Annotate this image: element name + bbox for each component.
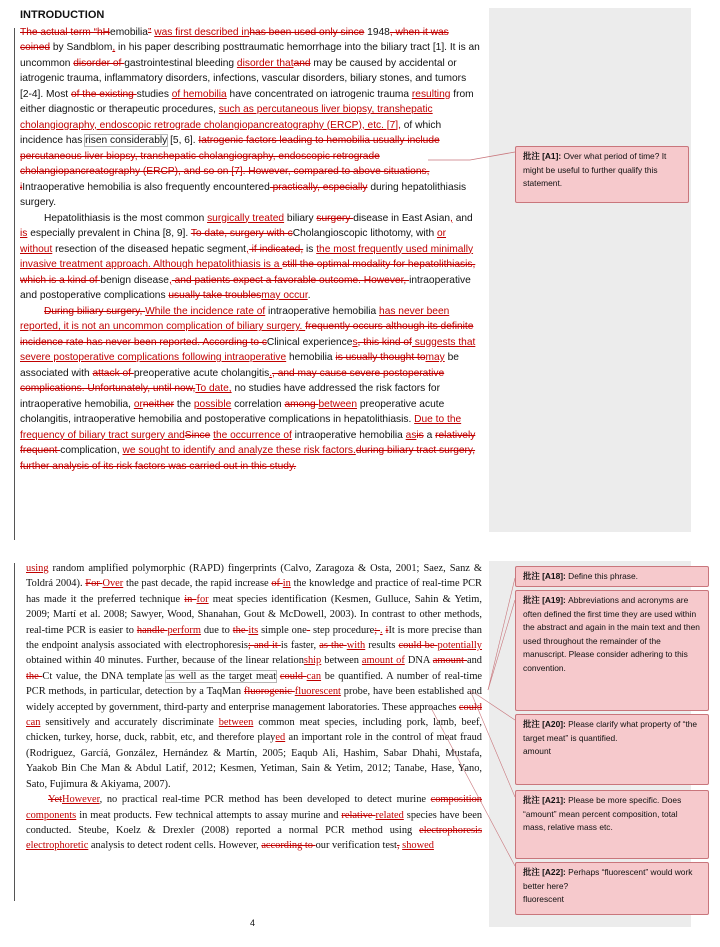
change-bar <box>14 28 15 540</box>
body-text: correlation <box>231 398 285 410</box>
inserted-text: Over <box>102 578 124 590</box>
inserted-text: with <box>346 640 366 652</box>
body-text: and <box>452 212 473 224</box>
deleted-text: of <box>271 578 283 590</box>
body-text: intraoperative hemobilia <box>265 305 380 317</box>
comment-label: 批注 [A21]: <box>523 795 566 805</box>
paragraph <box>20 211 480 304</box>
body-text: obtained within 40 minutes. Further, because of the linear relation <box>26 655 304 667</box>
paragraph <box>20 25 480 211</box>
body-text: during hepatolithiasis surgery. <box>20 181 467 208</box>
body-text: may be caused by accidental or iatrogenic trauma, inflammatory disorders, infections, vascular disorders, biliary stones, and tumors [2-4]. Most <box>20 57 467 100</box>
inserted-text: , <box>450 212 453 224</box>
body-text: Ct value, the DNA template <box>42 670 167 682</box>
inserted-text: , <box>168 274 172 286</box>
commented-text: risen considerably <box>85 135 168 146</box>
deleted-text: the <box>26 670 43 682</box>
inserted-text: showed <box>402 840 434 852</box>
deleted-text: , and may cause severe postoperative complications. Unfortunately, until now, <box>20 367 445 394</box>
deleted-text: ; <box>374 624 381 636</box>
deleted-text: Iatrogenic factors leading to hemobilia usually include percutaneous liver biopsy, transhepatic cholangiography, endoscopic retrograde cholangiopancreatography (ERCP), and so on [7]. However, compared to above situations, i <box>20 135 440 193</box>
deleted-text: is usually thought to <box>335 352 426 363</box>
deleted-text: Since <box>184 429 211 441</box>
comment-text: Please be more specific. Does “amount” mean percent composition, total mass, relative mass etc. <box>523 795 682 833</box>
deleted-text: To date, surgery with c <box>190 228 293 239</box>
deleted-text: electrophoresis <box>419 824 482 836</box>
comment-quoted-text: amount <box>523 746 551 757</box>
comment-a19[interactable] <box>515 590 709 711</box>
paragraph <box>26 561 482 792</box>
inserted-text: While the incidence rate of <box>145 305 266 317</box>
comment-text: Over what period of time? It might be useful to further qualify this statement. <box>523 151 667 189</box>
body-text: benign disease <box>100 274 169 286</box>
deleted-text: - <box>306 624 311 636</box>
body-text: results <box>365 640 399 652</box>
deleted-text: composition <box>430 794 482 806</box>
inserted-text: between <box>318 398 358 410</box>
inserted-text: components <box>26 809 77 821</box>
inserted-text: we sought to identify and analyze these risk factors. <box>122 445 356 456</box>
methods-excerpt <box>26 561 482 854</box>
body-text: DNA <box>404 655 433 667</box>
deleted-text: relative <box>341 809 376 821</box>
body-text: and <box>467 655 483 667</box>
inserted-text: resulting <box>411 88 451 100</box>
body-text: Hepatolithiasis is the most common <box>44 212 208 224</box>
deleted-text: could <box>458 701 482 713</box>
inserted-text: or without <box>20 228 447 255</box>
deleted-text: in <box>184 593 197 605</box>
deleted-text: has been used only since <box>249 26 365 38</box>
body-text: It is more precise than the endpoint analysis associated with electrophoresis <box>26 624 482 652</box>
comment-margin-top <box>489 8 691 532</box>
body-text: in meat products. Few technical attempts to assay murine and <box>76 809 342 821</box>
body-text: meat species identification (Kesmen, Gulluce, Sahin & Yetim, 2009; Martí et al. 2008; Sawyer, Wood, Shanahan, Gout & McDowell, 2003). In contrast to other methods, real-time PCR is easier to <box>26 593 482 636</box>
body-text: species have been conducted. Steube, Koelz & Drexler (2008) reported a normal PCR method using <box>26 809 483 836</box>
deleted-text: of the existing <box>70 88 137 100</box>
inserted-text: ship <box>303 655 322 667</box>
deleted-text: during biliary tract surgery, further analysis of its risk factors was carried out in this study. <box>20 445 476 472</box>
deleted-text: it <box>272 640 281 652</box>
body-text: by Sandblom <box>50 42 113 53</box>
deleted-text: and <box>293 57 311 69</box>
body-text: in his paper describing posttraumatic hemorrhage into the biliary tract [1]. It is an uncommon <box>20 42 480 69</box>
body-text: intraoperative hemobilia <box>291 429 406 441</box>
deleted-text: i <box>385 624 389 636</box>
body-text: is <box>303 243 317 255</box>
body-text: random amplified polymorphic (RAPD) fingerprints (Calvo, Zaragoza & Osta, 2001; Saez, Sanz & Toldrá 2004). <box>26 563 482 590</box>
deleted-text: according to <box>261 840 316 852</box>
inserted-text: can <box>26 717 41 729</box>
inserted-text: of hemobilia <box>171 88 227 100</box>
inserted-text: disorder that <box>236 57 294 69</box>
deleted-text: handle <box>136 624 168 636</box>
inserted-text: for <box>196 593 209 605</box>
comment-a1[interactable] <box>515 146 689 203</box>
introduction-section <box>20 8 480 474</box>
inserted-text: electrophoretic <box>26 840 89 852</box>
deleted-text: During biliary surgery, <box>44 305 146 317</box>
inserted-text: suggests that severe postoperative complications following intraoperative <box>20 336 476 363</box>
deleted-text: relatively frequent <box>20 429 476 456</box>
body-text: analysis to detect rodent cells. However, <box>88 840 262 852</box>
inserted-text: between <box>218 717 254 729</box>
commented-text: as well as the target meat <box>166 670 277 682</box>
paragraph <box>26 792 482 854</box>
inserted-text: as <box>405 429 417 441</box>
inserted-text: , <box>245 243 249 255</box>
deleted-text: as the <box>319 640 347 652</box>
comment-label: 批注 [A20]: <box>523 719 566 729</box>
body-text: biliary <box>284 212 317 224</box>
body-text: the <box>174 398 194 410</box>
inserted-text: perform <box>167 624 201 636</box>
deleted-text: The actual term “hH <box>20 26 111 38</box>
body-text: gastrointestinal bleeding <box>124 57 237 69</box>
body-text: Clinical experience <box>266 336 353 348</box>
body-text: . <box>307 290 311 301</box>
deleted-text: frequently occurs although its definite incidence rate has never been reported. According to c <box>20 321 474 348</box>
body-text: a <box>423 429 436 441</box>
body-text: [5, 6]. <box>167 135 199 146</box>
inserted-text: amount of <box>361 655 405 667</box>
body-text: resection of the diseased hepatic segment <box>52 243 246 255</box>
inserted-text: related <box>375 809 404 821</box>
deleted-text: ” <box>147 26 152 38</box>
comment-text: Define this phrase. <box>565 571 638 581</box>
change-bar <box>14 563 15 901</box>
deleted-text: and patients expect a favorable outcome. However, <box>171 274 410 286</box>
deleted-text: amount <box>432 655 467 667</box>
body-text: of which incidence has <box>20 119 442 146</box>
comment-text: Abbreviations and acronyms are often defined the first time they are used within the abstract and again in the main text and then used throughout the remainder of the manuscript. Please consider adhering to this convention. <box>523 595 700 673</box>
deleted-text: , when it was coined <box>20 26 449 53</box>
comment-label: 批注 [A1]: <box>523 151 562 161</box>
inserted-text: , <box>112 42 116 53</box>
inserted-text: was first described in <box>154 26 250 38</box>
inserted-text: using <box>26 563 49 574</box>
inserted-text: surgically treated <box>207 212 285 224</box>
body-text: 1948 <box>364 26 390 38</box>
body-text: due to <box>200 624 233 636</box>
body-text: hemobilia <box>286 352 336 363</box>
deleted-text: is <box>416 429 424 441</box>
inserted-text: may <box>425 352 445 363</box>
section-title: INTRODUCTION <box>20 9 105 21</box>
deleted-text: attack of <box>92 367 134 379</box>
comment-a22[interactable] <box>515 862 709 915</box>
inserted-text: the occurrence of <box>213 429 292 441</box>
body-text: studies <box>136 88 172 100</box>
body-text: the past decade, the rapid increase <box>123 578 272 590</box>
body-text: between <box>321 655 362 667</box>
comment-label: 批注 [A22]: <box>523 867 566 877</box>
inserted-text: its <box>248 624 259 636</box>
deleted-text: usually take troubles <box>168 290 262 301</box>
deleted-text: could be <box>398 640 438 652</box>
inserted-text: . <box>380 624 383 636</box>
inserted-text: To date, <box>195 383 232 394</box>
body-text: sensitively and accurately discriminate <box>40 717 219 729</box>
inserted-text: fluorescent <box>294 686 341 698</box>
body-text: step procedure <box>310 624 375 636</box>
body-text: simple one <box>258 624 307 636</box>
body-text: is faster, <box>280 640 320 652</box>
deleted-text: among <box>284 398 319 410</box>
comment-label: 批注 [A19]: <box>523 595 566 605</box>
comment-quoted-text: fluorescent <box>523 894 564 905</box>
body-text: Cholangioscopic lithotomy, with <box>292 228 437 239</box>
inserted-text: is <box>20 228 28 239</box>
deleted-text: if indicated, <box>248 243 304 255</box>
deleted-text: fluorogenic <box>243 686 295 698</box>
body-text: preoperative acute cholangitis <box>133 367 270 379</box>
comment-a18[interactable] <box>515 566 709 587</box>
inserted-text: in <box>282 578 291 590</box>
comment-text: Perhaps “fluorescent” would work better here? <box>523 867 693 891</box>
comment-text: Please clarify what property of “the target meat” is quantified. <box>523 719 698 743</box>
inserted-text: s <box>352 336 358 348</box>
body-text: the knowledge and practice of real-time PCR has made it the preferred technique <box>26 578 482 605</box>
inserted-text: such as percutaneous liver biopsy, transhepatic cholangiography, endoscopic retrograde cholangiopancreatography (ERCP), etc. [7], <box>20 104 433 131</box>
body-text: be associated with <box>20 352 459 379</box>
deleted-text: disorder of <box>73 57 125 69</box>
deleted-text: , this kind of <box>357 336 412 348</box>
deleted-text: , <box>396 840 400 852</box>
body-text: no studies have addressed the risk factors for intraoperative hemobilia, <box>20 383 440 410</box>
body-text: , no practical real-time PCR method has been developed to detect murine <box>99 794 431 806</box>
deleted-text: could <box>279 670 307 682</box>
deleted-text: ; and <box>247 640 273 652</box>
inserted-text: may occur <box>261 290 308 301</box>
inserted-text: However <box>61 794 100 806</box>
body-text: emobilia <box>110 26 148 38</box>
paragraph <box>20 304 480 475</box>
inserted-text: possible <box>193 398 232 410</box>
inserted-text: has never been reported, it is not an uncommon complication of biliary surgery. <box>20 305 450 332</box>
page-number: 4 <box>250 918 256 928</box>
body-text: complication, <box>60 445 123 456</box>
body-text: preoperative acute cholangitis, intraoperative hemobilia and postoperative complications in hepatolithiasis. <box>20 398 445 425</box>
comment-a21[interactable] <box>515 790 709 859</box>
deleted-text: still the optimal modality for hepatolithiasis, which is a kind of <box>20 259 476 286</box>
deleted-text: neither <box>142 398 175 410</box>
deleted-text: surgery <box>316 212 354 224</box>
inserted-text: Due to the frequency of biliary tract surgery and <box>20 414 462 441</box>
deleted-text: practically, especially <box>269 181 368 193</box>
body-text: our verification test <box>315 840 397 852</box>
inserted-text: potentially <box>437 640 482 652</box>
inserted-text: or <box>133 398 143 410</box>
comment-label: 批注 [A18]: <box>523 571 566 581</box>
body-text: from either diagnostic or therapeutic procedures, <box>20 88 474 115</box>
body-text: intraoperative and postoperative complications <box>20 274 471 301</box>
inserted-text: . <box>269 367 273 379</box>
inserted-text: can <box>306 670 322 682</box>
deleted-text: the <box>232 624 249 636</box>
comment-a20[interactable] <box>515 714 709 785</box>
body-text: probe, have been established and widely accepted by government, third-party and enterprise management laboratories. These approaches <box>26 686 482 713</box>
deleted-text: For <box>85 578 103 590</box>
body-text: especially prevalent in China [8, 9]. <box>27 228 191 239</box>
deleted-text: Yet <box>48 794 62 806</box>
inserted-text: the most frequently used minimally invasive treatment approach. Although hepatolithiasis is a <box>20 243 474 270</box>
body-text: common meat species, including pork, lamb, beef, chicken, turkey, horse, duck, rabbit, etc, and therefore play <box>26 717 482 744</box>
body-text: an important role in the control of meat fraud (Rodriguez, Garcíá, González, Hernández & Martín, 2005; Eaqub Ali, Hashim, Sabar Dhahi, Mustafa, Yaakob Bin Che Man & Abdul Latif, 2012; Kesmen, Yetiman, Sain & Yetim, 2012; Tanabe, Hase, Yano, Sato, Fujimura & Akiyama, 2007). <box>26 732 482 790</box>
body-text: disease in East Asian <box>353 212 451 224</box>
inserted-text: ed <box>275 732 286 744</box>
body-text: Intraoperative hemobilia is also frequently encountered <box>22 181 270 193</box>
body-text: have concentrated on iatrogenic trauma <box>226 88 412 100</box>
body-text: be quantified. A number of real-time PCR methods, in particular, detection by a TaqMan <box>26 670 483 698</box>
